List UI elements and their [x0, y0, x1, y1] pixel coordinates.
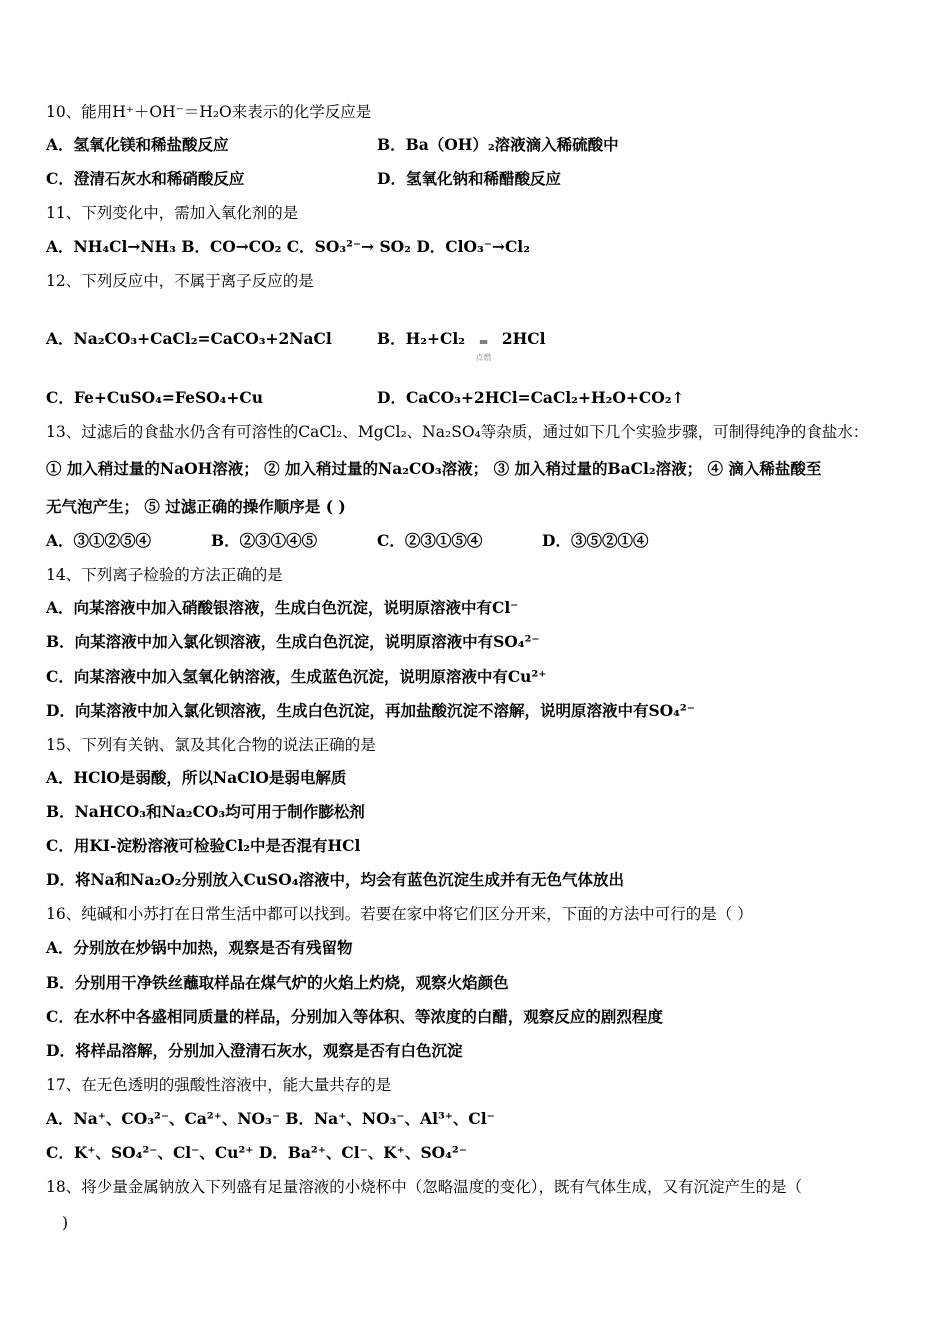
q18-tail: ) — [62, 1214, 69, 1232]
q15-option-a: A．HClO是弱酸，所以NaClO是弱电解质 — [46, 768, 347, 787]
q14-option-c: C．向某溶液中加入氢氧化钠溶液，生成蓝色沉淀，说明原溶液中有Cu²⁺ — [46, 667, 547, 686]
q12-option-b-left: B．H₂+Cl₂ — [377, 329, 466, 348]
q10-option-c: C．澄清石灰水和稀硝酸反应 — [46, 169, 245, 188]
q10-option-a: A．氢氧化镁和稀盐酸反应 — [46, 135, 229, 154]
q18-stem: 18、将少量金属钠放入下列盛有足量溶液的小烧杯中（忽略温度的变化），既有气体生成，又有沉淀产生的是（ — [46, 1178, 802, 1196]
q12-option-b-right: 2HCl — [501, 329, 546, 348]
q15-stem: 15、下列有关钠、氯及其化合物的说法正确的是 — [46, 736, 376, 754]
q17-options-ab: A．Na⁺、CO₃²⁻、Ca²⁺、NO₃⁻ B．Na⁺、NO₃⁻、Al³⁺、Cl⁻ — [46, 1109, 495, 1128]
q10-stem: 10、能用H⁺＋OH⁻＝H₂O来表示的化学反应是 — [46, 103, 372, 121]
q12-option-d: D．CaCO₃+2HCl=CaCl₂+H₂O+CO₂↑ — [377, 388, 685, 407]
q15-option-d: D．将Na和Na₂O₂分别放入CuSO₄溶液中，均会有蓝色沉淀生成并有无色气体放出 — [46, 870, 625, 889]
q13-option-c: C．②③①⑤④ — [377, 531, 483, 550]
q16-option-c: C．在水杯中各盛相同质量的样品，分别加入等体积、等浓度的白醋，观察反应的剧烈程度 — [46, 1007, 663, 1026]
condition-ignite: 点燃 — [475, 353, 492, 362]
q15-option-c: C．用KI-淀粉溶液可检验Cl₂中是否混有HCl — [46, 836, 361, 855]
q13-stem: 13、过滤后的食盐水仍含有可溶性的CaCl₂、MgCl₂、Na₂SO₄等杂质，通过如下几个实验步骤，可制得纯净的食盐水： — [46, 423, 869, 441]
q12-option-c: C．Fe+CuSO₄=FeSO₄+Cu — [46, 388, 264, 407]
q12-option-a: A．Na₂CO₃+CaCl₂=CaCO₃+2NaCl — [46, 329, 332, 348]
q13-steps-line2: 无气泡产生； ⑤ 过滤正确的操作顺序是 ( ) — [46, 497, 346, 516]
condition-equals: ═ — [479, 335, 488, 349]
q17-options-cd: C．K⁺、SO₄²⁻、Cl⁻、Cu²⁺ D．Ba²⁺、Cl⁻、K⁺、SO₄²⁻ — [46, 1143, 467, 1162]
q11-stem: 11、下列变化中，需加入氧化剂的是 — [46, 204, 299, 222]
q16-option-d: D．将样品溶解，分别加入澄清石灰水，观察是否有白色沉淀 — [46, 1041, 463, 1060]
q15-option-b: B．NaHCO₃和Na₂CO₃均可用于制作膨松剂 — [46, 802, 365, 821]
q16-stem: 16、纯碱和小苏打在日常生活中都可以找到。若要在家中将它们区分开来，下面的方法中可行的是（ ） — [46, 905, 753, 923]
q13-option-b: B．②③①④⑤ — [211, 531, 318, 550]
q10-option-b: B．Ba（OH）₂溶液滴入稀硫酸中 — [377, 135, 619, 154]
q10-option-d: D．氢氧化钠和稀醋酸反应 — [377, 169, 561, 188]
q16-option-b: B．分别用干净铁丝蘸取样品在煤气炉的火焰上灼烧，观察火焰颜色 — [46, 973, 509, 992]
q14-option-d: D．向某溶液中加入氯化钡溶液，生成白色沉淀，再加盐酸沉淀不溶解，说明原溶液中有SO₄²⁻ — [46, 701, 695, 720]
q16-option-a: A．分别放在炒锅中加热，观察是否有残留物 — [46, 938, 353, 957]
q14-stem: 14、下列离子检验的方法正确的是 — [46, 566, 283, 584]
q13-option-a: A．③①②⑤④ — [46, 531, 152, 550]
q13-option-d: D．③⑤②①④ — [542, 531, 649, 550]
q14-option-b: B．向某溶液中加入氯化钡溶液，生成白色沉淀，说明原溶液中有SO₄²⁻ — [46, 632, 540, 651]
q14-option-a: A．向某溶液中加入硝酸银溶液，生成白色沉淀，说明原溶液中有Cl⁻ — [46, 598, 519, 617]
q12-option-b — [377, 328, 546, 362]
q11-options: A．NH₄Cl→NH₃ B．CO→CO₂ C．SO₃²⁻→ SO₂ D．ClO₃⁻→Cl₂ — [46, 237, 530, 256]
q12-stem: 12、下列反应中，不属于离子反应的是 — [46, 272, 314, 290]
q17-stem: 17、在无色透明的强酸性溶液中，能大量共存的是 — [46, 1076, 392, 1094]
q13-steps-line1: ① 加入稍过量的NaOH溶液； ② 加入稍过量的Na₂CO₃溶液； ③ 加入稍过量的BaCl₂溶液； ④ 滴入稀盐酸至 — [46, 459, 822, 478]
